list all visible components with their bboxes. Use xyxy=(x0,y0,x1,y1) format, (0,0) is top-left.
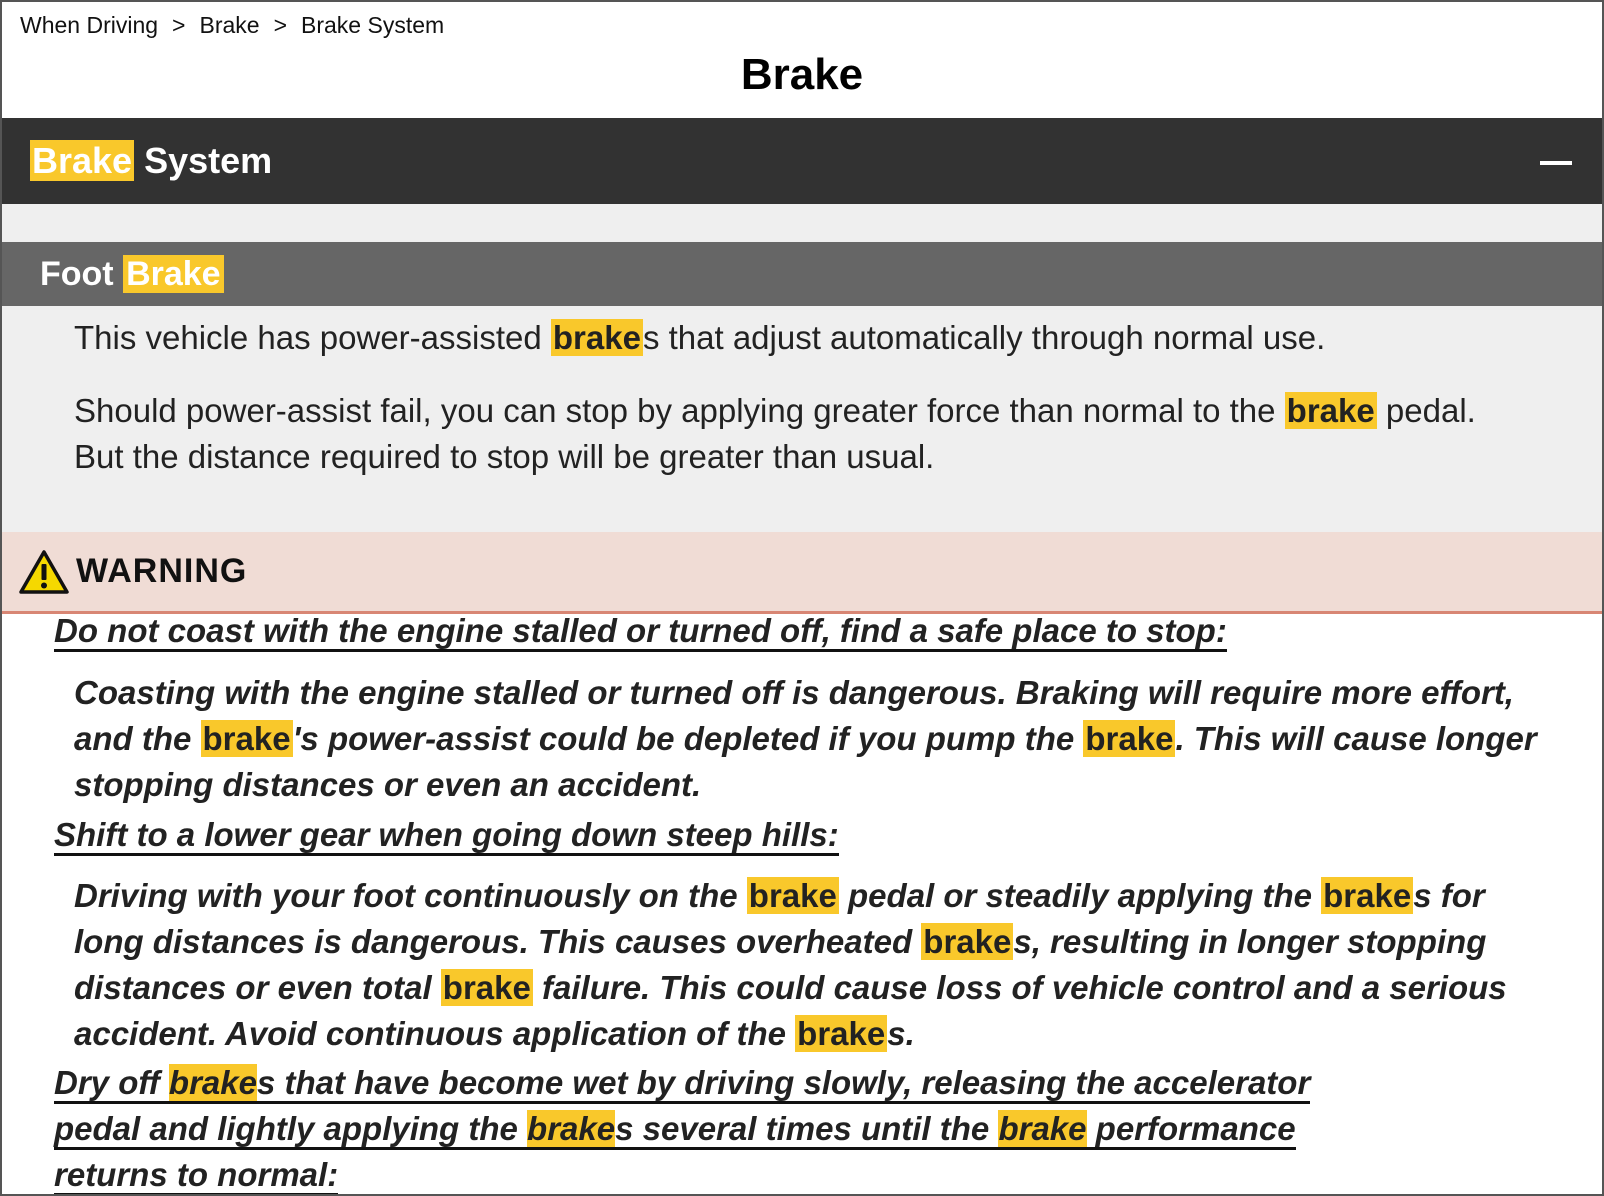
search-highlight: brake xyxy=(797,1015,886,1052)
text: performance xyxy=(1086,1110,1296,1147)
breadcrumb-separator: > xyxy=(273,12,288,38)
warning-body-coast xyxy=(74,670,1554,808)
heading-text: Shift to a lower gear when going down steep hills: xyxy=(54,816,839,856)
warning-heading-dry-brakes xyxy=(54,1060,1310,1106)
warning-heading-dry-brakes-line3 xyxy=(54,1152,338,1196)
search-highlight: brake xyxy=(442,969,531,1006)
warning-heading-lower-gear xyxy=(54,812,839,858)
breadcrumb-item-brake-system[interactable]: Brake System xyxy=(301,12,445,38)
text: pedal or steadily applying the xyxy=(838,877,1322,914)
section-title xyxy=(30,140,272,182)
text: s for long distances is dangerous. This causes overheated xyxy=(74,877,1485,960)
paragraph-power-assist xyxy=(74,315,1514,361)
text: failure. This could cause loss of vehicle control and a serious accident. Avoid continuous application of the xyxy=(74,969,1507,1052)
text: Dry off xyxy=(54,1064,169,1101)
subsection-title xyxy=(40,255,224,294)
warning-heading-coast xyxy=(54,608,1227,654)
section-header-brake-system[interactable] xyxy=(2,118,1602,204)
text: Driving with your foot continuously on the xyxy=(74,877,747,914)
search-highlight: Brake xyxy=(123,255,224,293)
text: s, resulting in longer stopping distances or even total xyxy=(74,923,1487,1006)
subsection-header-foot-brake xyxy=(2,242,1602,306)
collapse-icon[interactable] xyxy=(1540,161,1572,165)
text: pedal. But the distance required to stop will be greater than usual. xyxy=(74,392,1476,475)
search-highlight: brake xyxy=(168,1064,257,1101)
text: This vehicle has power-assisted xyxy=(74,319,551,356)
text: Should power-assist fail, you can stop by applying greater force than normal to the xyxy=(74,392,1285,429)
text: . This will cause longer stopping distances or even an accident. xyxy=(74,720,1537,803)
search-highlight: brake xyxy=(1286,392,1375,429)
warning-triangle-icon xyxy=(18,549,70,595)
page-title: Brake xyxy=(740,50,864,99)
search-highlight: brake xyxy=(923,923,1012,960)
breadcrumb-separator: > xyxy=(172,12,186,38)
paragraph-power-assist-fail xyxy=(74,388,1514,480)
search-highlight: brake xyxy=(1085,720,1174,757)
warning-heading-dry-brakes-line2 xyxy=(54,1106,1296,1152)
heading-text: returns to normal: xyxy=(54,1156,338,1196)
breadcrumb xyxy=(20,12,444,39)
search-highlight: Brake xyxy=(32,140,133,181)
text: s. xyxy=(887,1015,915,1052)
warning-header xyxy=(2,532,1602,614)
breadcrumb-item-when-driving[interactable]: When Driving xyxy=(20,12,159,38)
breadcrumb-item-brake[interactable]: Brake xyxy=(199,12,260,38)
search-highlight: brake xyxy=(1323,877,1412,914)
heading-text: Do not coast with the engine stalled or turned off, find a safe place to stop: xyxy=(54,612,1227,652)
warning-label: WARNING xyxy=(76,552,248,590)
search-highlight: brake xyxy=(202,720,291,757)
section-title-rest: System xyxy=(134,140,273,181)
text: s that adjust automatically through normal use. xyxy=(642,319,1326,356)
text: 's power-assist could be depleted if you pump the xyxy=(292,720,1084,757)
text: s several times until the xyxy=(615,1110,999,1147)
text: Coasting with the engine stalled or turned off is dangerous. Braking will require more effort, and the xyxy=(74,674,1514,757)
search-highlight: brake xyxy=(998,1110,1087,1147)
warning-body-lower-gear xyxy=(74,873,1554,1057)
text: pedal and lightly applying the xyxy=(54,1110,528,1147)
search-highlight: brake xyxy=(748,877,837,914)
search-highlight: brake xyxy=(527,1110,616,1147)
text: s that have become wet by driving slowly, releasing the accelerator xyxy=(256,1064,1311,1101)
subsection-title-pre: Foot xyxy=(40,254,124,293)
search-highlight: brake xyxy=(552,319,641,356)
